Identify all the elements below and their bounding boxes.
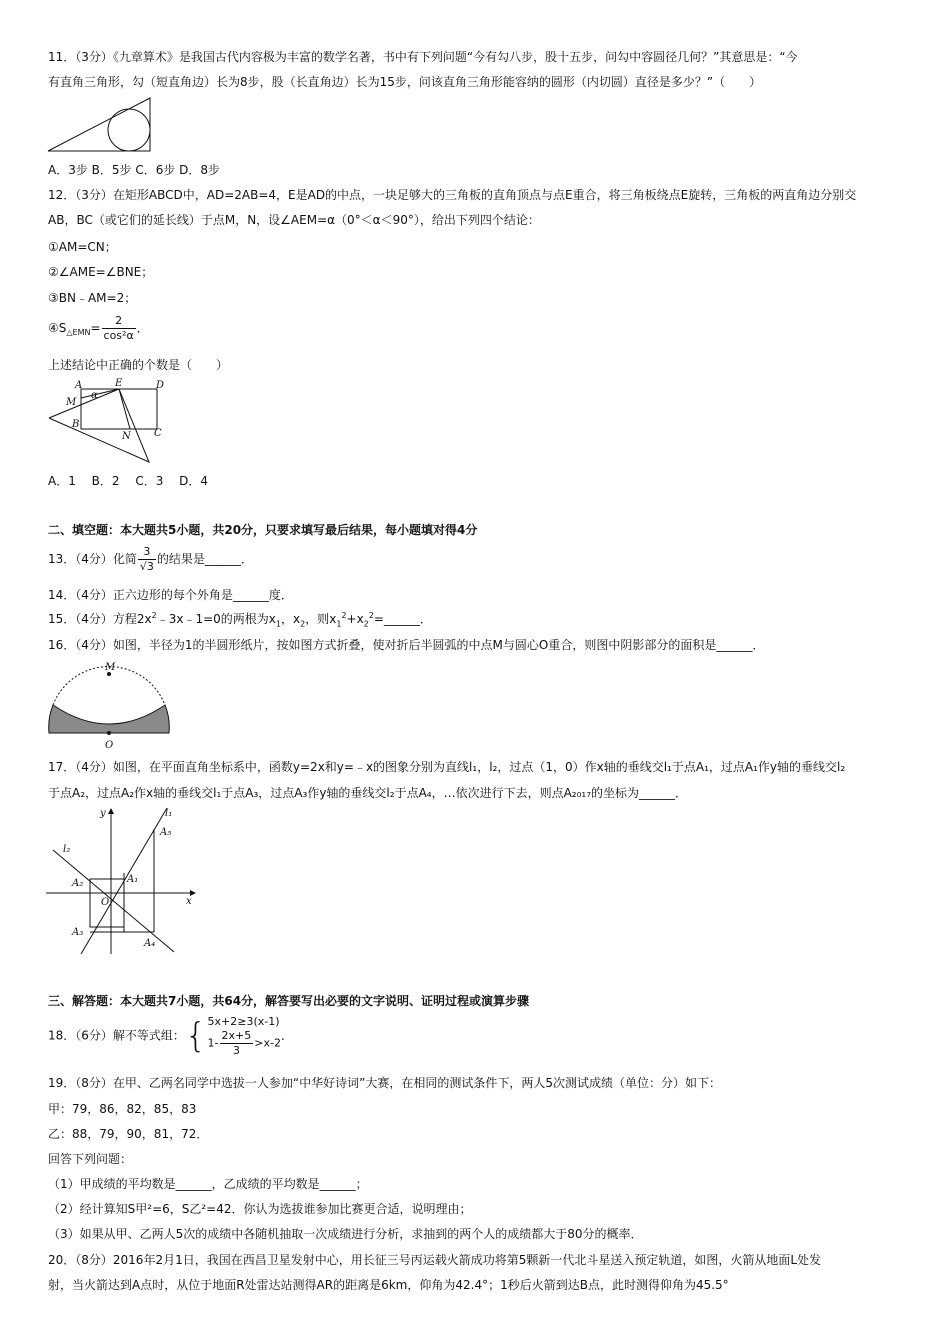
- q20-line1: 20．（8分）2016年2月1日，我国在西昌卫星发射中心，用长征三号丙运载火箭成功将第5颗新一代北斗星送入预定轨道，如图，火箭从地面L处发: [48, 1253, 822, 1267]
- q12-conclusion-2: ②∠AME=∠BNE；: [48, 265, 154, 279]
- q12-label-M: M: [66, 397, 77, 408]
- q16-semicircle-figure: [44, 658, 174, 752]
- q12-options: A．1 B．2 C．3 D．4: [48, 474, 209, 488]
- q12-label-E: E: [115, 378, 123, 389]
- q12-line2: AB，BC（或它们的延长线）于点M，N，设∠AEM=α（0°＜α＜90°），给出下列四个结论：: [48, 213, 540, 227]
- q12-label-D: D: [156, 380, 165, 391]
- q19-part1: （1）甲成绩的平均数是______，乙成绩的平均数是______；: [48, 1177, 368, 1191]
- q16-label-O: O: [105, 740, 114, 751]
- q17-label-A5: A₅: [160, 827, 172, 838]
- q19-part2: （2）经计算知S甲²=6，S乙²=42．你认为选拔谁参加比赛更合适，说明理由；: [48, 1202, 472, 1216]
- q13: 13．（4分）化简 $\frac{3}{√3}$ 的结果是______．: [48, 545, 253, 573]
- q12-rectangle-figure: [44, 376, 170, 466]
- q17-label-y: y: [100, 808, 106, 819]
- q12-label-A: A: [75, 380, 83, 391]
- q11-line2: 有直角三角形，勾（短直角边）长为8步，股（长直角边）长为15步，问该直角三角形能容纳的圆形（内切圆）直径是多少？”（ ）: [48, 75, 762, 89]
- q17-label-l1: l₁: [165, 808, 173, 819]
- q12-question: 上述结论中正确的个数是（ ）: [48, 358, 229, 372]
- q17-label-A4: A₄: [144, 938, 156, 949]
- q12-label-N: N: [122, 431, 131, 442]
- q11-line1: 11．（3分）《九章算术》是我国古代内容极为丰富的数学名著，书中有下列问题“今有勾八步，股十五步，问勾中容圆径几何？”其意思是：“今: [48, 50, 798, 64]
- q16-text: 16．（4分）如图，半径为1的半圆形纸片，按如图方式折叠，使对折后半圆弧的中点M与圆心O重合，则图中阴影部分的面积是______．: [48, 638, 765, 652]
- q14: 14．（4分）正六边形的每个外角是______度．: [48, 588, 293, 602]
- q19-line1: 19．（8分）在甲、乙两名同学中选拔一人参加“中华好诗词”大赛，在相同的测试条件下，两人5次测试成绩（单位：分）如下：: [48, 1076, 721, 1090]
- q17-label-A1: A₁: [127, 874, 139, 885]
- q19-jia: 甲：79，86，82，85，83: [48, 1102, 197, 1116]
- q17-label-l2: l₂: [63, 844, 71, 855]
- q19-yi: 乙：88，79，90，81，72．: [48, 1127, 209, 1141]
- q11-options: A．3步 B．5步 C．6步 D．8步: [48, 163, 221, 177]
- q11-triangle-incircle-figure: [46, 96, 154, 154]
- q17-label-O: O: [101, 897, 110, 908]
- q17-coordinate-figure: [44, 804, 204, 956]
- q12-conclusion-4: $④S_{\triangle EMN}=$ $\frac{2}{\text{cos²α}}$ ．: [48, 314, 149, 342]
- q20-line2: 射，当火箭达到A点时，从位于地面R处雷达站测得AR的距离是6km，仰角为42.4°；1秒后火箭到达B点，此时测得仰角为45.5°: [48, 1278, 729, 1292]
- q16-label-M: M: [105, 662, 116, 673]
- q15: 15．（4分）方程$2x^2﹣3x﹣1=0$的两根为$x_1$，$x_2$，则$x_1^2+x_2^2=\_\_\_\_\_\_$．: [48, 611, 432, 629]
- section2-heading: 二、填空题：本大题共5小题，共20分，只要求填写最后结果，每小题填对得4分: [48, 523, 478, 537]
- q17-line2: 于点A₂，过点A₂作x轴的垂线交l₁于点A₃，过点A₃作y轴的垂线交l₂于点A₄，…依次进行下去，则点A₂₀₁₇的坐标为______．: [48, 786, 688, 800]
- q17-line1: 17．（4分）如图，在平面直角坐标系中，函数y=2x和y=﹣x的图象分别为直线l₁，l₂，过点（1，0）作x轴的垂线交l₁于点A₁，过点A₁作y轴的垂线交l₂: [48, 760, 846, 774]
- q17-label-A3: A₃: [72, 927, 84, 938]
- q12-line1: 12．（3分）在矩形ABCD中，AD=2AB=4，E是AD的中点，一块足够大的三角板的直角顶点与点E重合，将三角板绕点E旋转，三角板的两直角边分别交: [48, 188, 857, 202]
- q12-conclusion-3: ③BN﹣AM=2；: [48, 291, 137, 305]
- q18: 18．（6分）解不等式组：{ 5x+2≥3(x-1) 1- $\frac{2x+5}{3}$ >x-2 ．: [48, 1015, 293, 1057]
- q12-conclusion-1: ①AM=CN；: [48, 240, 117, 254]
- section3-heading: 三、解答题：本大题共7小题，共64分，解答要写出必要的文字说明、证明过程或演算步骤: [48, 994, 530, 1008]
- q19-ask: 回答下列问题：: [48, 1152, 133, 1166]
- q12-label-alpha: α: [91, 390, 98, 401]
- q19-part3: （3）如果从甲、乙两人5次的成绩中各随机抽取一次成绩进行分析，求抽到的两个人的成绩都大于80分的概率．: [48, 1227, 643, 1241]
- q12-label-B: B: [72, 419, 80, 430]
- q12-label-C: C: [154, 428, 162, 439]
- q17-label-x: x: [186, 896, 192, 907]
- q17-label-A2: A₂: [72, 878, 84, 889]
